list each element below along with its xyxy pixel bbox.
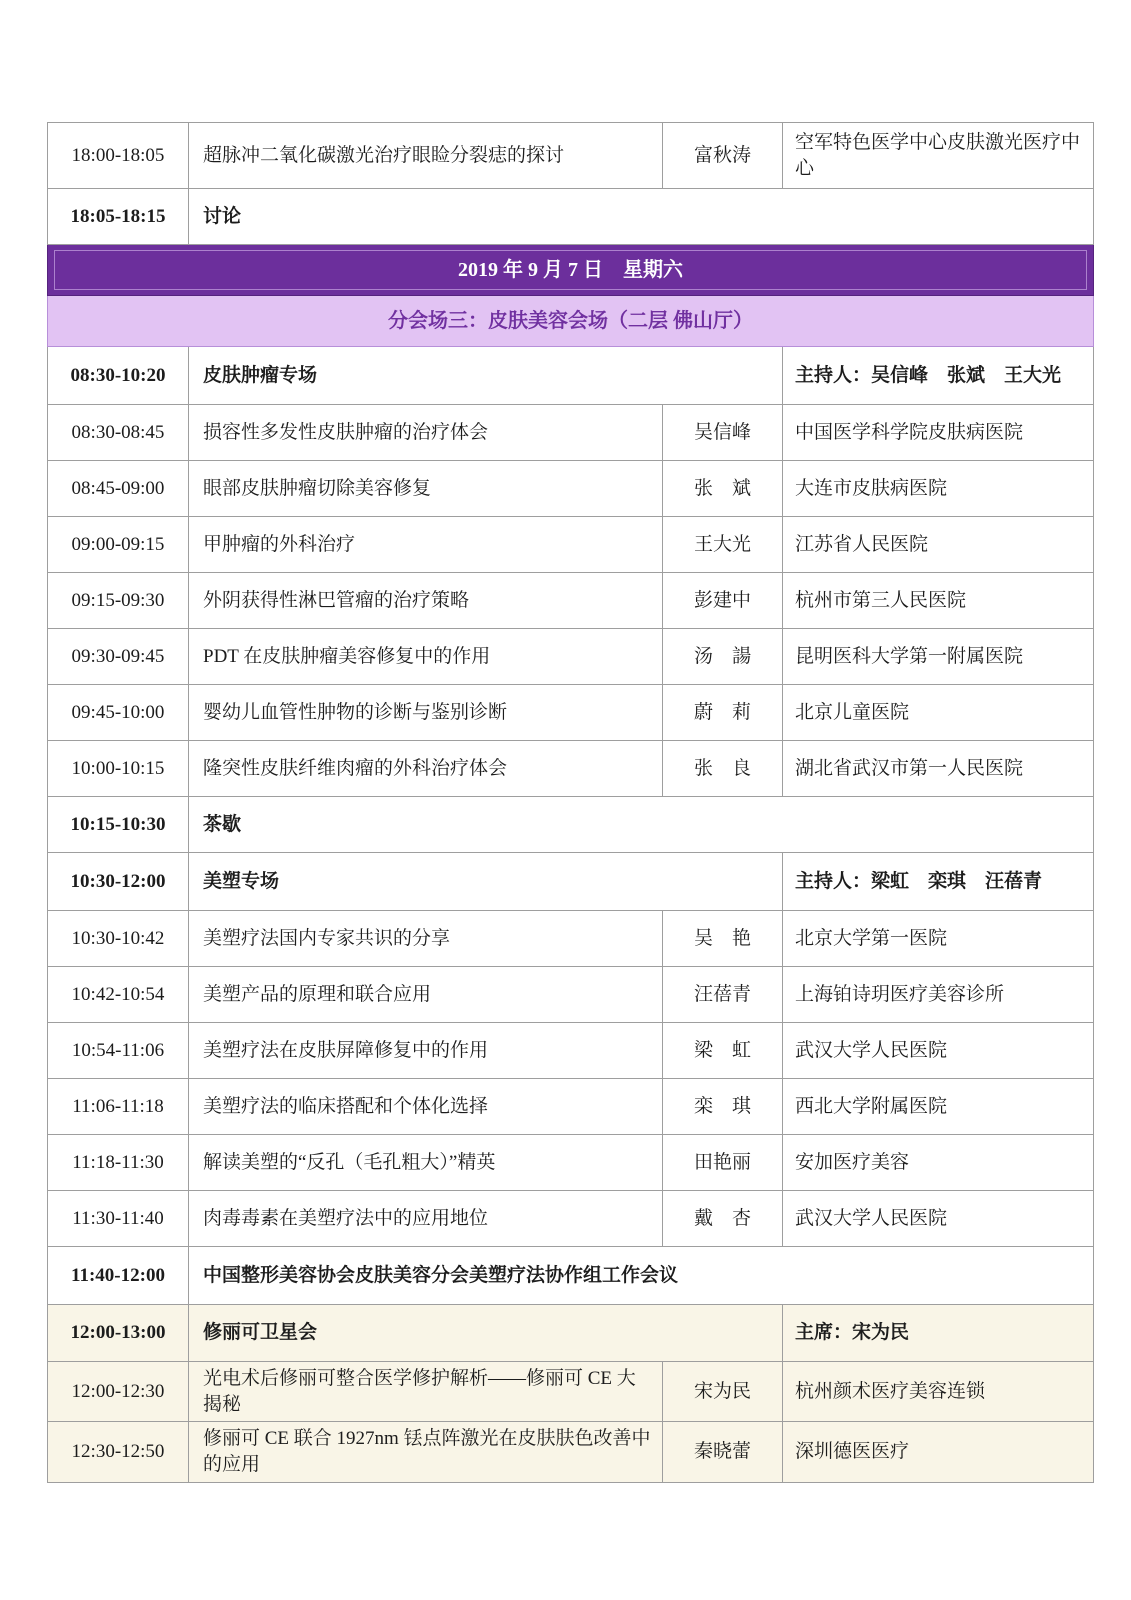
table-row xyxy=(48,1422,1094,1482)
time-cell: 11:30-11:40 xyxy=(48,1191,189,1247)
table-row xyxy=(48,461,1094,517)
speaker-name: 张 良 xyxy=(663,741,783,797)
talk-title: 解读美塑的“反孔（毛孔粗大）”精英 xyxy=(189,1135,663,1191)
table-row xyxy=(48,1079,1094,1135)
talk-title: 外阴获得性淋巴管瘤的治疗策略 xyxy=(189,573,663,629)
tea-break-label: 茶歇 xyxy=(189,797,1094,853)
talk-title: 美塑疗法国内专家共识的分享 xyxy=(189,911,663,967)
session-chairs: 主持人：梁虹 栾琪 汪蓓青 xyxy=(783,853,1094,911)
affiliation-cell: 昆明医科大学第一附属医院 xyxy=(783,629,1094,685)
work-meeting-row xyxy=(48,1247,1094,1305)
affiliation-cell: 北京大学第一医院 xyxy=(783,911,1094,967)
session-chairs: 主持人：吴信峰 张斌 王大光 xyxy=(783,347,1094,405)
time-cell: 09:30-09:45 xyxy=(48,629,189,685)
date-banner-text: 2019 年 9 月 7 日 星期六 xyxy=(54,250,1087,290)
time-cell: 10:30-10:42 xyxy=(48,911,189,967)
affiliation-cell: 杭州颜术医疗美容连锁 xyxy=(783,1362,1094,1422)
speaker-name: 梁 虹 xyxy=(663,1023,783,1079)
speaker-name: 宋为民 xyxy=(663,1362,783,1422)
talk-title: 超脉冲二氧化碳激光治疗眼睑分裂痣的探讨 xyxy=(189,123,663,189)
table-row xyxy=(48,405,1094,461)
time-cell: 10:15-10:30 xyxy=(48,797,189,853)
time-cell: 11:18-11:30 xyxy=(48,1135,189,1191)
session-chair: 主席：宋为民 xyxy=(783,1305,1094,1362)
time-cell: 10:42-10:54 xyxy=(48,967,189,1023)
talk-title: 肉毒毒素在美塑疗法中的应用地位 xyxy=(189,1191,663,1247)
speaker-name: 田艳丽 xyxy=(663,1135,783,1191)
talk-title: 眼部皮肤肿瘤切除美容修复 xyxy=(189,461,663,517)
affiliation-cell: 武汉大学人民医院 xyxy=(783,1023,1094,1079)
time-cell: 09:15-09:30 xyxy=(48,573,189,629)
table-row xyxy=(48,911,1094,967)
time-cell: 10:30-12:00 xyxy=(48,853,189,911)
talk-title: 损容性多发性皮肤肿瘤的治疗体会 xyxy=(189,405,663,461)
talk-title: 修丽可 CE 联合 1927nm 铥点阵激光在皮肤肤色改善中的应用 xyxy=(189,1422,663,1482)
tea-break-row xyxy=(48,797,1094,853)
table-row xyxy=(48,967,1094,1023)
session-header-row xyxy=(48,853,1094,911)
conference-schedule-table xyxy=(47,122,1094,1483)
venue-banner-row xyxy=(48,296,1094,347)
satellite-header-row xyxy=(48,1305,1094,1362)
time-cell: 08:45-09:00 xyxy=(48,461,189,517)
time-cell: 08:30-10:20 xyxy=(48,347,189,405)
work-meeting-label: 中国整形美容协会皮肤美容分会美塑疗法协作组工作会议 xyxy=(189,1247,1094,1305)
session-title: 皮肤肿瘤专场 xyxy=(189,347,783,405)
discussion-label: 讨论 xyxy=(189,189,1094,245)
talk-title: 光电术后修丽可整合医学修护解析——修丽可 CE 大揭秘 xyxy=(189,1362,663,1422)
speaker-name: 栾 琪 xyxy=(663,1079,783,1135)
affiliation-cell: 杭州市第三人民医院 xyxy=(783,573,1094,629)
time-cell: 18:05-18:15 xyxy=(48,189,189,245)
affiliation-cell: 大连市皮肤病医院 xyxy=(783,461,1094,517)
table-row xyxy=(48,517,1094,573)
time-cell: 11:40-12:00 xyxy=(48,1247,189,1305)
affiliation-cell: 北京儿童医院 xyxy=(783,685,1094,741)
table-row xyxy=(48,1023,1094,1079)
speaker-name: 秦晓蕾 xyxy=(663,1422,783,1482)
table-row-discussion xyxy=(48,189,1094,245)
date-banner xyxy=(48,245,1094,296)
talk-title: 美塑产品的原理和联合应用 xyxy=(189,967,663,1023)
speaker-name: 富秋涛 xyxy=(663,123,783,189)
affiliation-cell: 深圳德医医疗 xyxy=(783,1422,1094,1482)
affiliation-cell: 空军特色医学中心皮肤激光医疗中心 xyxy=(783,123,1094,189)
table-row xyxy=(48,629,1094,685)
table-row xyxy=(48,1135,1094,1191)
speaker-name: 张 斌 xyxy=(663,461,783,517)
talk-title: PDT 在皮肤肿瘤美容修复中的作用 xyxy=(189,629,663,685)
affiliation-cell: 武汉大学人民医院 xyxy=(783,1191,1094,1247)
affiliation-cell: 湖北省武汉市第一人民医院 xyxy=(783,741,1094,797)
affiliation-cell: 江苏省人民医院 xyxy=(783,517,1094,573)
date-banner-row xyxy=(48,245,1094,296)
time-cell: 12:30-12:50 xyxy=(48,1422,189,1482)
speaker-name: 蔚 莉 xyxy=(663,685,783,741)
session-title: 美塑专场 xyxy=(189,853,783,911)
time-cell: 12:00-12:30 xyxy=(48,1362,189,1422)
table-row xyxy=(48,685,1094,741)
table-row xyxy=(48,573,1094,629)
speaker-name: 彭建中 xyxy=(663,573,783,629)
affiliation-cell: 中国医学科学院皮肤病医院 xyxy=(783,405,1094,461)
speaker-name: 汤 諹 xyxy=(663,629,783,685)
time-cell: 11:06-11:18 xyxy=(48,1079,189,1135)
speaker-name: 王大光 xyxy=(663,517,783,573)
affiliation-cell: 西北大学附属医院 xyxy=(783,1079,1094,1135)
talk-title: 美塑疗法在皮肤屏障修复中的作用 xyxy=(189,1023,663,1079)
talk-title: 甲肿瘤的外科治疗 xyxy=(189,517,663,573)
session-title: 修丽可卫星会 xyxy=(189,1305,783,1362)
table-row xyxy=(48,1191,1094,1247)
table-row xyxy=(48,123,1094,189)
talk-title: 隆突性皮肤纤维肉瘤的外科治疗体会 xyxy=(189,741,663,797)
time-cell: 08:30-08:45 xyxy=(48,405,189,461)
table-row xyxy=(48,741,1094,797)
time-cell: 09:00-09:15 xyxy=(48,517,189,573)
venue-banner-text: 分会场三：皮肤美容会场（二层 佛山厅） xyxy=(48,296,1094,347)
talk-title: 美塑疗法的临床搭配和个体化选择 xyxy=(189,1079,663,1135)
speaker-name: 吴信峰 xyxy=(663,405,783,461)
speaker-name: 戴 杏 xyxy=(663,1191,783,1247)
time-cell: 18:00-18:05 xyxy=(48,123,189,189)
speaker-name: 汪蓓青 xyxy=(663,967,783,1023)
affiliation-cell: 安加医疗美容 xyxy=(783,1135,1094,1191)
time-cell: 10:00-10:15 xyxy=(48,741,189,797)
time-cell: 10:54-11:06 xyxy=(48,1023,189,1079)
speaker-name: 吴 艳 xyxy=(663,911,783,967)
table-row xyxy=(48,1362,1094,1422)
affiliation-cell: 上海铂诗玥医疗美容诊所 xyxy=(783,967,1094,1023)
time-cell: 12:00-13:00 xyxy=(48,1305,189,1362)
time-cell: 09:45-10:00 xyxy=(48,685,189,741)
talk-title: 婴幼儿血管性肿物的诊断与鉴别诊断 xyxy=(189,685,663,741)
session-header-row xyxy=(48,347,1094,405)
